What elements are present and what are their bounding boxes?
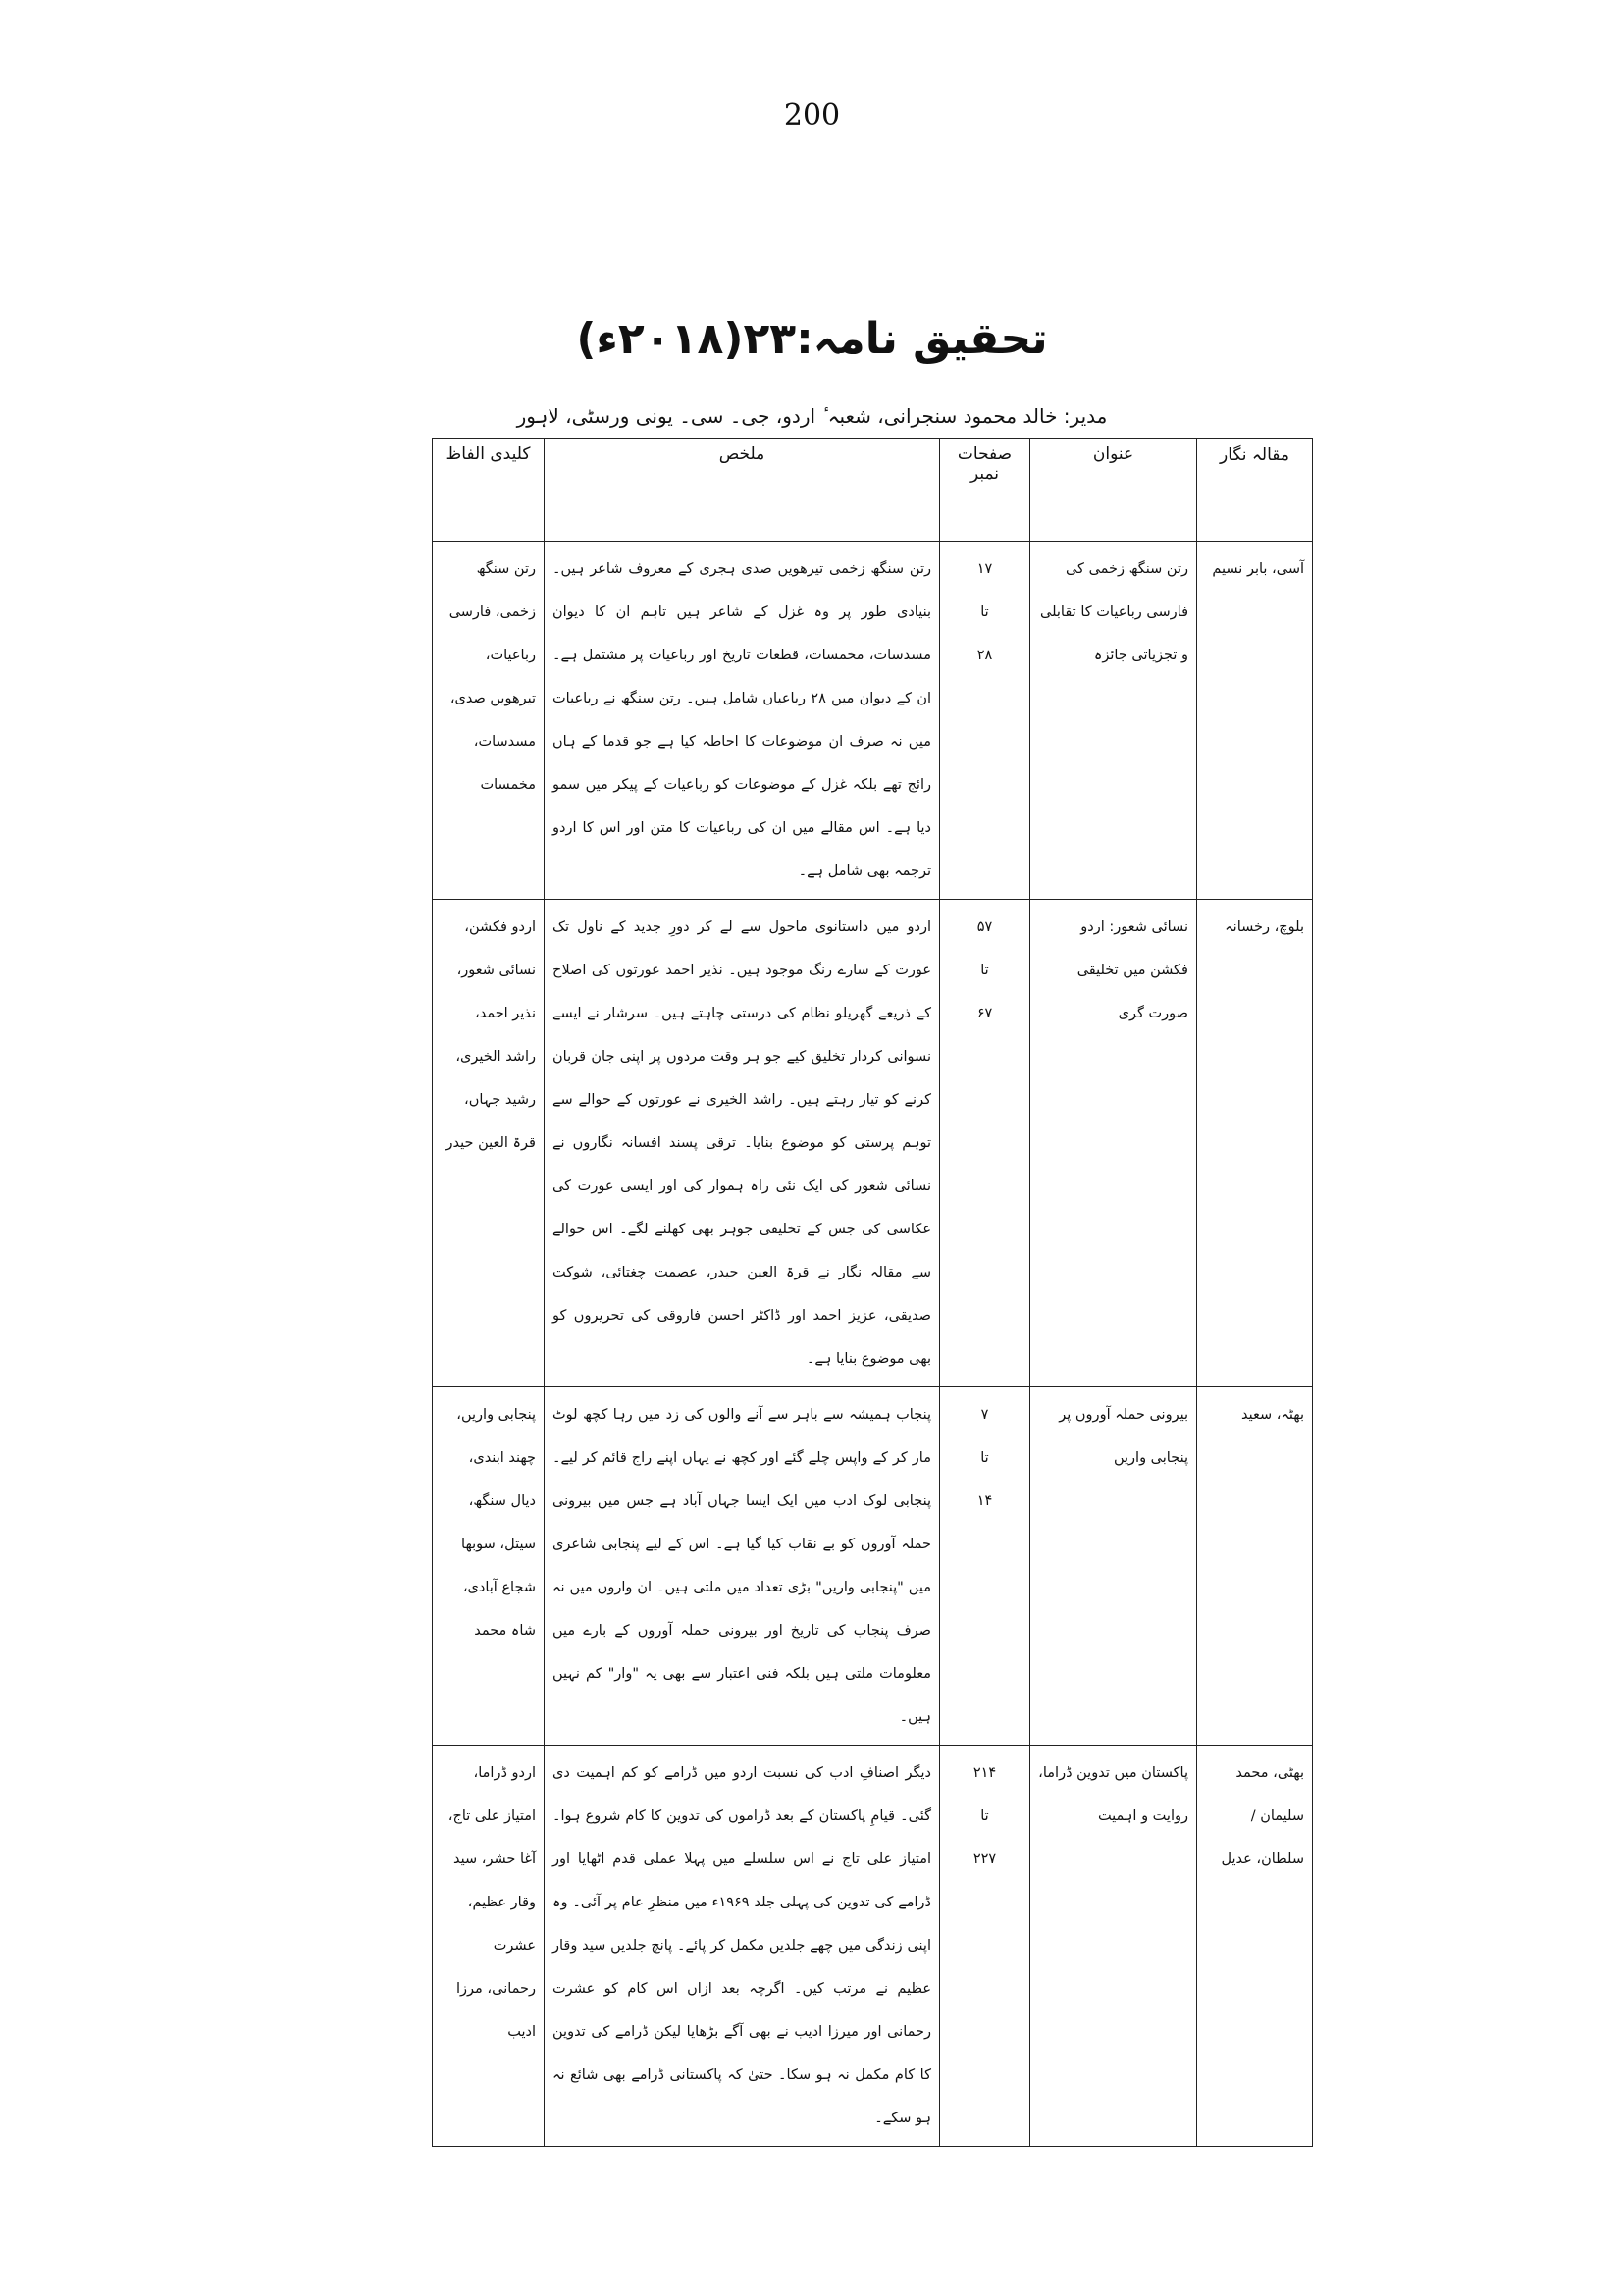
keywords-cell: اردو ڈراما، امتیاز علی تاج، آغا حشر، سید وقار عظیم، عشرت رحمانی، مرزا ادیب (433, 1746, 545, 2147)
abstract-cell: دیگر اصنافِ ادب کی نسبت اردو میں ڈرامے کو کم اہمیت دی گئی۔ قیامِ پاکستان کے بعد ڈراموں کی تدوین کا کام شروع ہوا۔ امتیاز علی تاج نے اس سلسلے میں پہلا عملی قدم اٹھایا اور ڈرامے کی تدوین کی پہلی جلد ۱۹۶۹ء میں منظرِ عام پر آئی۔ وہ اپنی زندگی میں چھے جلدیں مکمل کر پائے۔ پانچ جلدیں سید وقار عظیم نے مرتب کیں۔ اگرچہ بعد ازاں اس کام کو عشرت رحمانی اور میرزا ادیب نے بھی آگے بڑھایا لیکن ڈرامے کی تدوین کا کام مکمل نہ ہو سکا۔ حتیٰ کہ پاکستانی ڈرامے بھی شائع نہ ہو سکے۔ (545, 1746, 940, 2147)
page-end: ۲۸ (976, 648, 993, 663)
page-start: ۵۷ (976, 919, 993, 935)
header-keywords: کلیدی الفاظ (433, 439, 545, 542)
journal-title: تحقیق نامہ:۲۳(۲۰۱۸ء) (576, 314, 1048, 364)
header-abstract: ملخص (545, 439, 940, 542)
abstract-cell: پنجاب ہمیشہ سے باہر سے آنے والوں کی زد میں رہا کچھ لوٹ مار کر کے واپس چلے گئے اور کچھ نے یہاں اپنے راج قائم کر لیے۔ پنجابی لوک ادب میں ایک ایسا جہاں آباد ہے جس میں بیرونی حملہ آوروں کو بے نقاب کیا گیا ہے۔ اس کے لیے پنجابی شاعری میں "پنجابی واریں" بڑی تعداد میں ملتی ہیں۔ ان واروں میں نہ صرف پنجاب کی تاریخ اور بیرونی حملہ آوروں کے بارے میں معلومات ملتی ہیں بلکہ فنی اعتبار سے بھی یہ "وار" کم نہیں ہیں۔ (545, 1387, 940, 1746)
table-row (433, 900, 1313, 1387)
table-row (433, 542, 1313, 900)
author-cell: بلوچ، رخسانہ (1197, 900, 1313, 1387)
title-cell: رتن سنگھ زخمی کی فارسی رباعیات کا تقابلی و تجزیاتی جائزہ (1030, 542, 1197, 900)
title-cell: پاکستان میں تدوین ڈراما، روایت و اہمیت (1030, 1746, 1197, 2147)
table-row (433, 1746, 1313, 2147)
pages-cell (940, 900, 1030, 1387)
table-row (433, 1387, 1313, 1746)
header-title: عنوان (1030, 439, 1197, 542)
title-cell: نسائی شعور: اردو فکشن میں تخلیقی صورت گری (1030, 900, 1197, 1387)
page-to: تا (980, 1450, 989, 1466)
editor-line: مدیر: خالد محمود سنجرانی، شعبہ ٔ اردو، جی۔ سی۔ یونی ورسٹی، لاہور (516, 404, 1108, 428)
page-end: ۱۴ (976, 1493, 993, 1509)
page-to: تا (980, 963, 989, 978)
author-cell: بھٹی، محمد سلیمان / سلطان، عدیل (1197, 1746, 1313, 2147)
page-end: ۲۲۷ (972, 1852, 997, 1867)
pages-cell (940, 1746, 1030, 2147)
page-start: ۷ (980, 1407, 989, 1423)
author-cell: بھٹہ، سعید (1197, 1387, 1313, 1746)
abstract-cell: رتن سنگھ زخمی تیرھویں صدی ہجری کے معروف شاعر ہیں۔ بنیادی طور پر وہ غزل کے شاعر ہیں تاہم ان کا دیوان مسدسات، مخمسات، قطعات تاریخ اور رباعیات پر مشتمل ہے۔ ان کے دیوان میں ۲۸ رباعیاں شامل ہیں۔ رتن سنگھ نے رباعیات میں نہ صرف ان موضوعات کا احاطہ کیا ہے جو قدما کے ہاں رائج تھے بلکہ غزل کے موضوعات کو رباعیات کے پیکر میں سمو دیا ہے۔ اس مقالے میں ان کی رباعیات کا متن اور اس کا اردو ترجمہ بھی شامل ہے۔ (545, 542, 940, 900)
page-number: 200 (783, 98, 841, 132)
keywords-cell: اردو فکشن، نسائی شعور، نذیر احمد، راشد الخیری، رشید جہاں، قرۃ العین حیدر (433, 900, 545, 1387)
keywords-cell: رتن سنگھ زخمی، فارسی رباعیات، تیرھویں صدی، مسدسات، مخمسات (433, 542, 545, 900)
pages-cell (940, 1387, 1030, 1746)
page-to: تا (980, 1808, 989, 1824)
header-author: مقالہ نگار (1197, 439, 1313, 542)
abstract-cell: اردو میں داستانوی ماحول سے لے کر دورِ جدید کے ناول تک عورت کے سارے رنگ موجود ہیں۔ نذیر احمد عورتوں کی اصلاح کے ذریعے گھریلو نظام کی درستی چاہتے ہیں۔ سرشار نے ایسے نسوانی کردار تخلیق کیے جو ہر وقت مردوں پر اپنی جان قربان کرنے کو تیار رہتے ہیں۔ راشد الخیری نے عورتوں کے حوالے سے توہم پرستی کو موضوع بنایا۔ ترقی پسند افسانہ نگاروں نے نسائی شعور کی ایک نئی راہ ہموار کی اور ایسی عورت کی عکاسی کی جس کے تخلیقی جوہر بھی کھلنے لگے۔ اس حوالے سے مقالہ نگار نے قرۃ العین حیدر، عصمت چغتائی، شوکت صدیقی، عزیز احمد اور ڈاکٹر احسن فاروقی کی تحریروں کو بھی موضوع بنایا ہے۔ (545, 900, 940, 1387)
header-pages: صفحات نمبر (940, 439, 1030, 542)
page-end: ۶۷ (976, 1006, 993, 1021)
pages-cell (940, 542, 1030, 900)
page-start: ۲۱۴ (972, 1765, 997, 1781)
keywords-cell: پنجابی واریں، چھند ابندی، دیال سنگھ، سیتل، سوبھا شجاع آبادی، شاہ محمد (433, 1387, 545, 1746)
title-cell: بیرونی حملہ آوروں پر پنجابی واریں (1030, 1387, 1197, 1746)
articles-table (432, 438, 1313, 2147)
author-cell: آسی، بابر نسیم (1197, 542, 1313, 900)
page-start: ۱۷ (976, 561, 993, 577)
table-header-row (433, 439, 1313, 542)
page-to: تا (980, 604, 989, 620)
